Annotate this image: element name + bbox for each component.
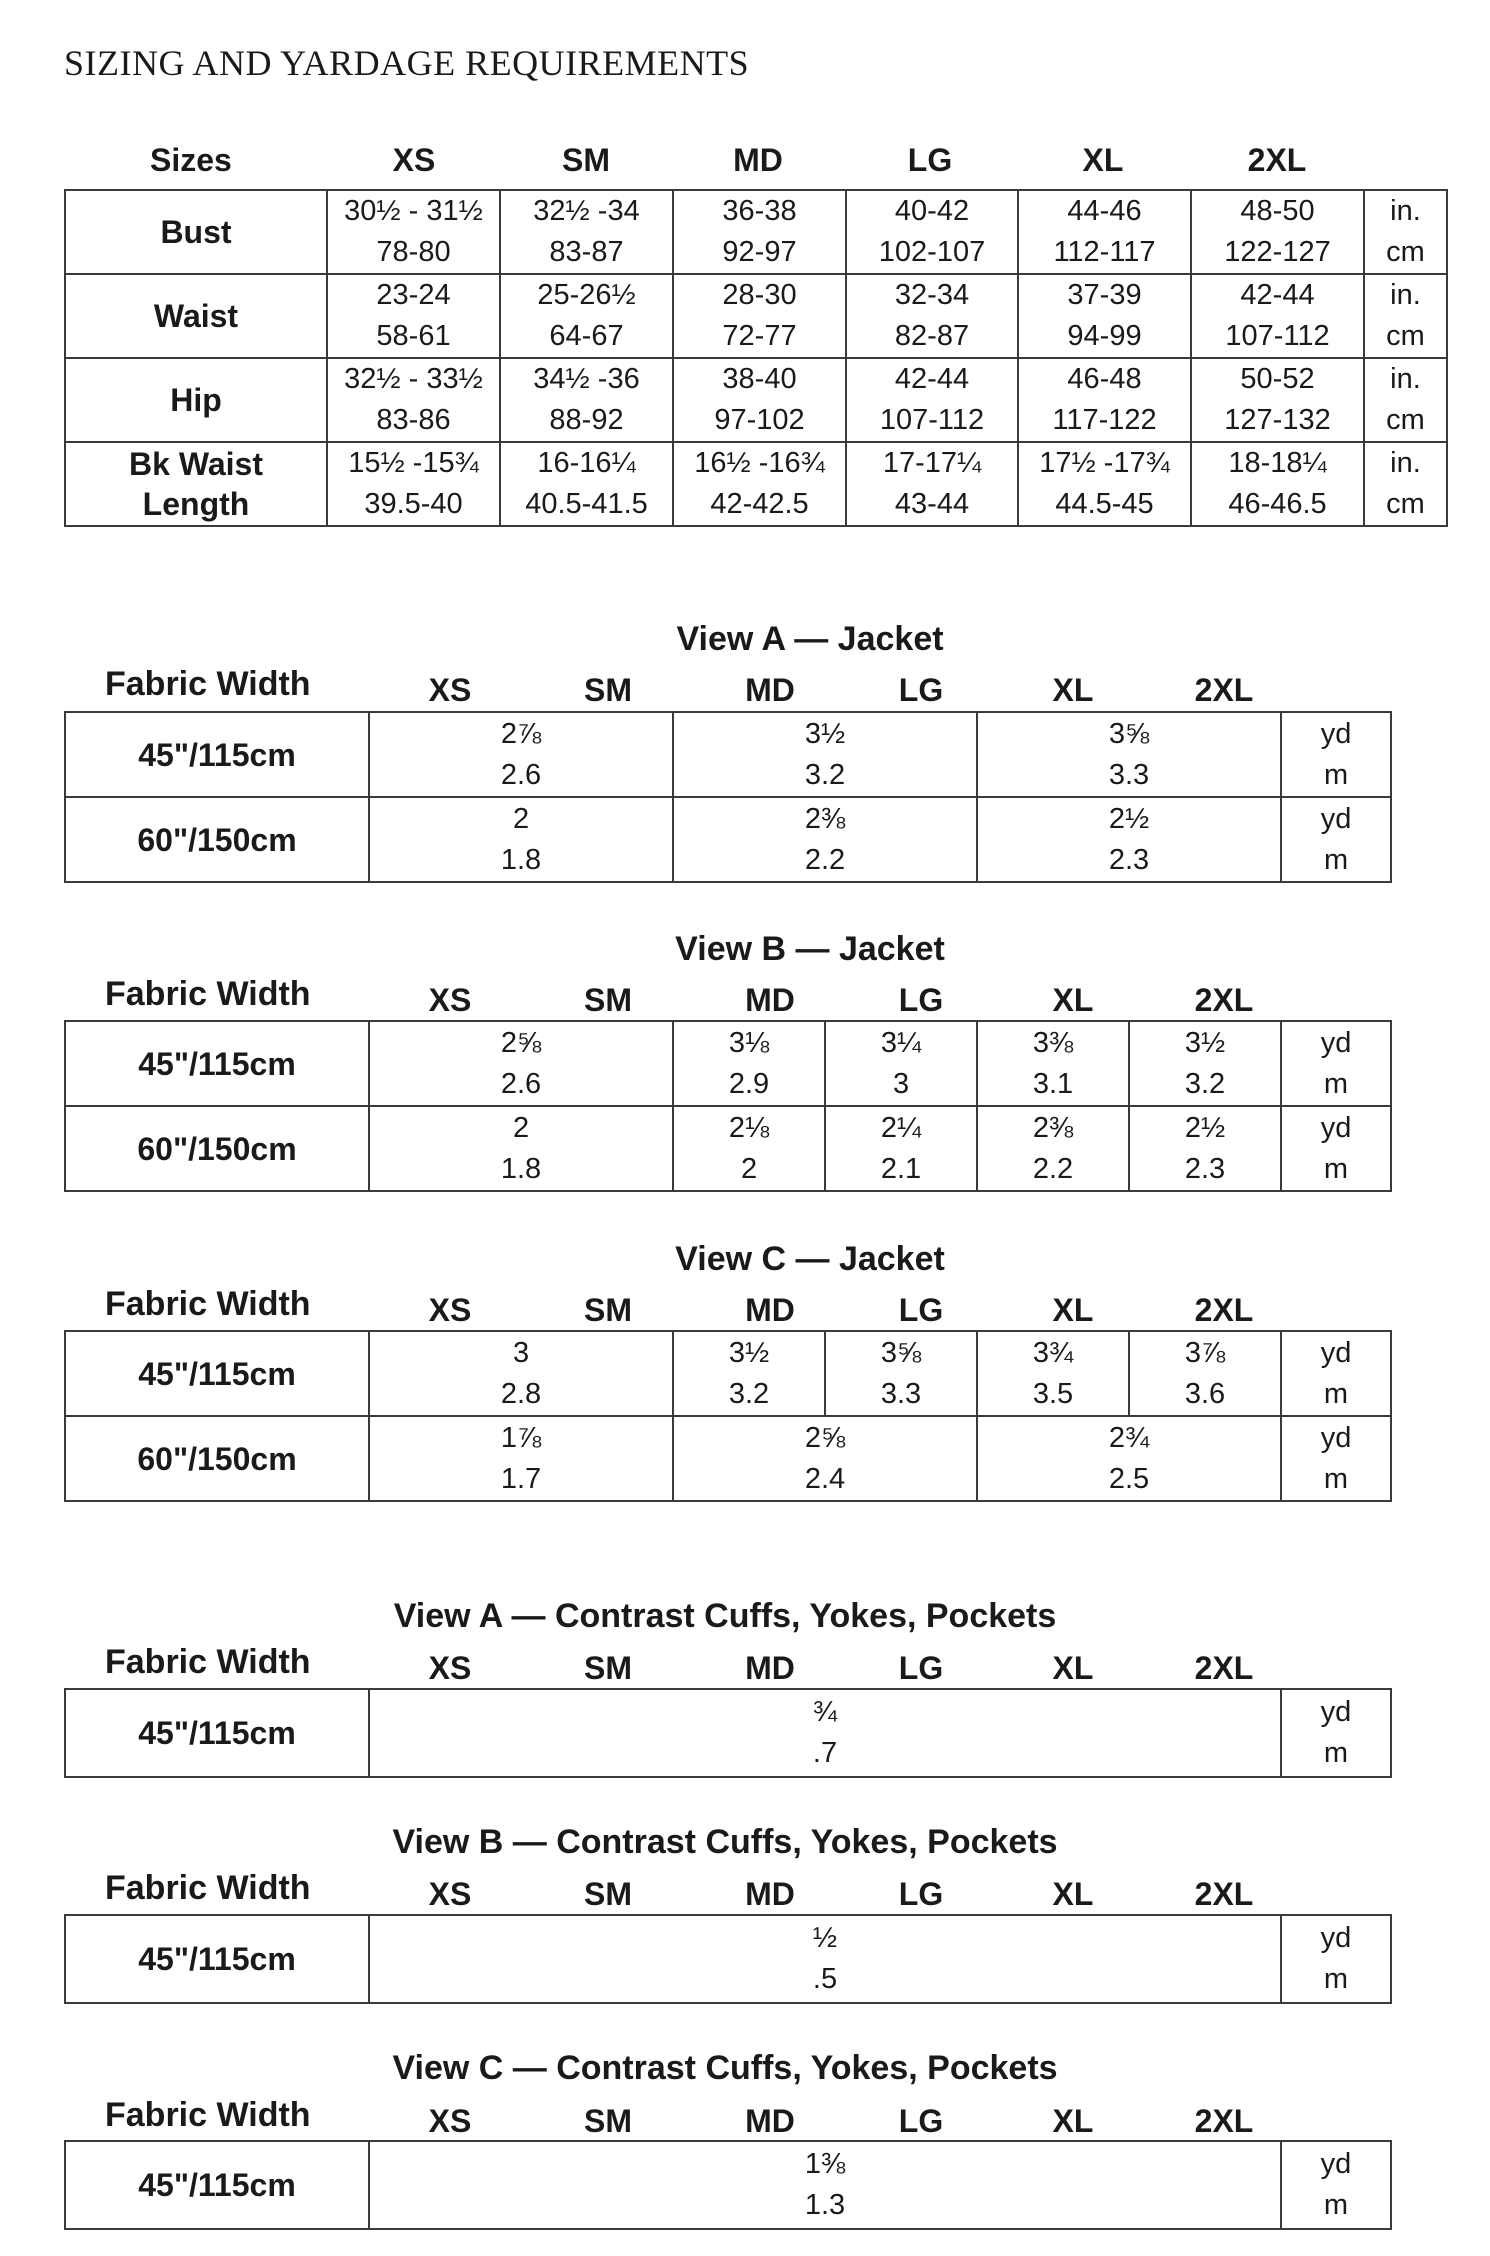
size-header-2xl: 2XL [1194, 1650, 1254, 1686]
fabric-width-label: 60"/150cm [65, 1416, 369, 1501]
yardage-cell: ¾ .7 [369, 1689, 1281, 1777]
bust-row [65, 190, 1447, 274]
body-measurements-table [64, 189, 1448, 527]
yardage-cell: 3 2.8 [369, 1331, 673, 1416]
bk-waist-xs: 15½ -15¾ 39.5-40 [327, 442, 500, 526]
bk-waist-sm: 16-16¼ 40.5-41.5 [500, 442, 673, 526]
size-header-md: MD [745, 1292, 795, 1328]
yardage-cell: 3⅜ 3.1 [977, 1021, 1129, 1106]
size-header-md: MD [745, 1876, 795, 1912]
view-a-contrast-table [64, 1688, 1392, 1778]
size-header-2xl: 2XL [1247, 142, 1307, 178]
yardage-cell: 2½ 2.3 [1129, 1106, 1281, 1191]
fabric-width-label: 60"/150cm [65, 797, 369, 882]
fabric-width-label: 45"/115cm [65, 712, 369, 797]
fabric-width-label: 45"/115cm [65, 2141, 369, 2229]
bk-waist-xl: 17½ -17¾ 44.5-45 [1018, 442, 1191, 526]
view-b-jacket-table [64, 1020, 1392, 1192]
hip-xs: 32½ - 33½ 83-86 [327, 358, 500, 442]
hip-label: Hip [65, 358, 327, 442]
view-a-jacket-table [64, 711, 1392, 883]
size-header-xs: XS [428, 672, 472, 708]
view-a-contrast-title: View A — Contrast Cuffs, Yokes, Pockets [393, 1597, 1057, 1635]
waist-2xl: 42-44 107-112 [1191, 274, 1364, 358]
fabric-width-header: Fabric Width [105, 665, 311, 703]
size-header-xl: XL [1052, 982, 1094, 1018]
unit-cell: yd m [1281, 1021, 1391, 1106]
yardage-cell: 3½ 3.2 [673, 712, 977, 797]
hip-2xl: 50-52 127-132 [1191, 358, 1364, 442]
bust-units: in. cm [1364, 190, 1447, 274]
bk-waist-lg: 17-17¼ 43-44 [846, 442, 1018, 526]
hip-md: 38-40 97-102 [673, 358, 846, 442]
view-c-contrast-title: View C — Contrast Cuffs, Yokes, Pockets [392, 2049, 1058, 2087]
yardage-cell: 1⅞ 1.7 [369, 1416, 673, 1501]
size-header-md: MD [733, 142, 783, 178]
size-header-lg: LG [898, 1650, 944, 1686]
yardage-cell: 2⅛ 2 [673, 1106, 825, 1191]
bk-waist-label: Bk Waist Length [65, 442, 327, 526]
size-header-lg: LG [898, 672, 944, 708]
yardage-cell: 2⅜ 2.2 [977, 1106, 1129, 1191]
bust-2xl: 48-50 122-127 [1191, 190, 1364, 274]
size-header-xs: XS [428, 1292, 472, 1328]
waist-units: in. cm [1364, 274, 1447, 358]
size-header-xl: XL [1052, 1650, 1094, 1686]
size-header-sm: SM [584, 1292, 632, 1328]
unit-cell: yd m [1281, 1915, 1391, 2003]
size-header-md: MD [745, 1650, 795, 1686]
yardage-cell: 3⅞ 3.6 [1129, 1331, 1281, 1416]
unit-cell: yd m [1281, 797, 1391, 882]
size-header-lg: LG [898, 1292, 944, 1328]
view-c-jacket-title: View C — Jacket [675, 1240, 945, 1278]
size-header-lg: LG [898, 1876, 944, 1912]
view-c-jacket-table [64, 1330, 1392, 1502]
size-header-xl: XL [1052, 672, 1094, 708]
fabric-width-label: 45"/115cm [65, 1021, 369, 1106]
size-header-lg: LG [898, 982, 944, 1018]
unit-cell: yd m [1281, 1106, 1391, 1191]
yardage-cell: 2¾ 2.5 [977, 1416, 1281, 1501]
size-header-2xl: 2XL [1194, 2103, 1254, 2139]
fabric-width-header: Fabric Width [105, 1869, 311, 1907]
yardage-cell: 2⅝ 2.4 [673, 1416, 977, 1501]
view-b-jacket-row-45 [65, 1021, 1391, 1106]
hip-row [65, 358, 1447, 442]
size-header-2xl: 2XL [1194, 1292, 1254, 1328]
view-a-jacket-title: View A — Jacket [676, 620, 944, 658]
yardage-cell: 2½ 2.3 [977, 797, 1281, 882]
yardage-cell: 2 1.8 [369, 797, 673, 882]
size-header-xl: XL [1052, 1876, 1094, 1912]
bk-waist-2xl: 18-18¼ 46-46.5 [1191, 442, 1364, 526]
waist-label: Waist [65, 274, 327, 358]
view-c-jacket-row-60 [65, 1416, 1391, 1501]
yardage-cell: 2⅞ 2.6 [369, 712, 673, 797]
view-b-contrast-row-45 [65, 1915, 1391, 2003]
size-header-xs: XS [428, 982, 472, 1018]
yardage-cell: 3¾ 3.5 [977, 1331, 1129, 1416]
fabric-width-label: 45"/115cm [65, 1915, 369, 2003]
size-header-sm: SM [562, 142, 610, 178]
fabric-width-label: 60"/150cm [65, 1106, 369, 1191]
waist-xs: 23-24 58-61 [327, 274, 500, 358]
size-header-xl: XL [1052, 1292, 1094, 1328]
hip-xl: 46-48 117-122 [1018, 358, 1191, 442]
size-header-sm: SM [584, 982, 632, 1018]
bust-sm: 32½ -34 83-87 [500, 190, 673, 274]
fabric-width-label: 45"/115cm [65, 1689, 369, 1777]
size-header-2xl: 2XL [1194, 982, 1254, 1018]
hip-units: in. cm [1364, 358, 1447, 442]
yardage-cell: 2⅝ 2.6 [369, 1021, 673, 1106]
size-header-xs: XS [428, 1650, 472, 1686]
unit-cell: yd m [1281, 1689, 1391, 1777]
fabric-width-header: Fabric Width [105, 975, 311, 1013]
size-header-xl: XL [1052, 2103, 1094, 2139]
yardage-cell: 2 1.8 [369, 1106, 673, 1191]
view-a-jacket-row-60 [65, 797, 1391, 882]
view-b-jacket-title: View B — Jacket [675, 930, 945, 968]
size-header-xs: XS [428, 2103, 472, 2139]
fabric-width-label: 45"/115cm [65, 1331, 369, 1416]
size-header-lg: LG [898, 2103, 944, 2139]
size-header-sm: SM [584, 672, 632, 708]
waist-sm: 25-26½ 64-67 [500, 274, 673, 358]
size-header-sm: SM [584, 2103, 632, 2139]
view-b-contrast-table [64, 1914, 1392, 2004]
unit-cell: yd m [1281, 1416, 1391, 1501]
hip-lg: 42-44 107-112 [846, 358, 1018, 442]
page-title: SIZING AND YARDAGE REQUIREMENTS [64, 43, 750, 83]
bust-md: 36-38 92-97 [673, 190, 846, 274]
yardage-cell: 3¼ 3 [825, 1021, 977, 1106]
view-b-jacket-row-60 [65, 1106, 1391, 1191]
view-a-jacket-row-45 [65, 712, 1391, 797]
view-c-contrast-row-45 [65, 2141, 1391, 2229]
view-c-jacket-row-45 [65, 1331, 1391, 1416]
yardage-cell: 3½ 3.2 [673, 1331, 825, 1416]
size-header-xs: XS [428, 1876, 472, 1912]
size-header-md: MD [745, 982, 795, 1018]
yardage-cell: 2¼ 2.1 [825, 1106, 977, 1191]
yardage-cell: 3⅛ 2.9 [673, 1021, 825, 1106]
size-header-2xl: 2XL [1194, 1876, 1254, 1912]
waist-xl: 37-39 94-99 [1018, 274, 1191, 358]
view-a-contrast-row-45 [65, 1689, 1391, 1777]
waist-md: 28-30 72-77 [673, 274, 846, 358]
size-header-md: MD [745, 2103, 795, 2139]
hip-sm: 34½ -36 88-92 [500, 358, 673, 442]
size-header-md: MD [745, 672, 795, 708]
bk-waist-row [65, 442, 1447, 526]
bust-xl: 44-46 112-117 [1018, 190, 1191, 274]
sizes-header: Sizes [150, 142, 232, 178]
size-header-sm: SM [584, 1876, 632, 1912]
fabric-width-header: Fabric Width [105, 1285, 311, 1323]
waist-lg: 32-34 82-87 [846, 274, 1018, 358]
yardage-cell: ½ .5 [369, 1915, 1281, 2003]
fabric-width-header: Fabric Width [105, 2096, 311, 2134]
bust-xs: 30½ - 31½ 78-80 [327, 190, 500, 274]
view-c-contrast-table [64, 2140, 1392, 2230]
bust-lg: 40-42 102-107 [846, 190, 1018, 274]
yardage-cell: 2⅜ 2.2 [673, 797, 977, 882]
bk-waist-units: in. cm [1364, 442, 1447, 526]
size-header-sm: SM [584, 1650, 632, 1686]
size-header-xl: XL [1082, 142, 1124, 178]
size-header-xs: XS [392, 142, 436, 178]
unit-cell: yd m [1281, 1331, 1391, 1416]
yardage-cell: 1⅜ 1.3 [369, 2141, 1281, 2229]
waist-row [65, 274, 1447, 358]
yardage-cell: 3½ 3.2 [1129, 1021, 1281, 1106]
bk-waist-md: 16½ -16¾ 42-42.5 [673, 442, 846, 526]
size-header-2xl: 2XL [1194, 672, 1254, 708]
unit-cell: yd m [1281, 712, 1391, 797]
yardage-cell: 3⅝ 3.3 [977, 712, 1281, 797]
fabric-width-header: Fabric Width [105, 1643, 311, 1681]
unit-cell: yd m [1281, 2141, 1391, 2229]
size-header-lg: LG [907, 142, 953, 178]
bust-label: Bust [65, 190, 327, 274]
view-b-contrast-title: View B — Contrast Cuffs, Yokes, Pockets [392, 1823, 1058, 1861]
yardage-cell: 3⅝ 3.3 [825, 1331, 977, 1416]
